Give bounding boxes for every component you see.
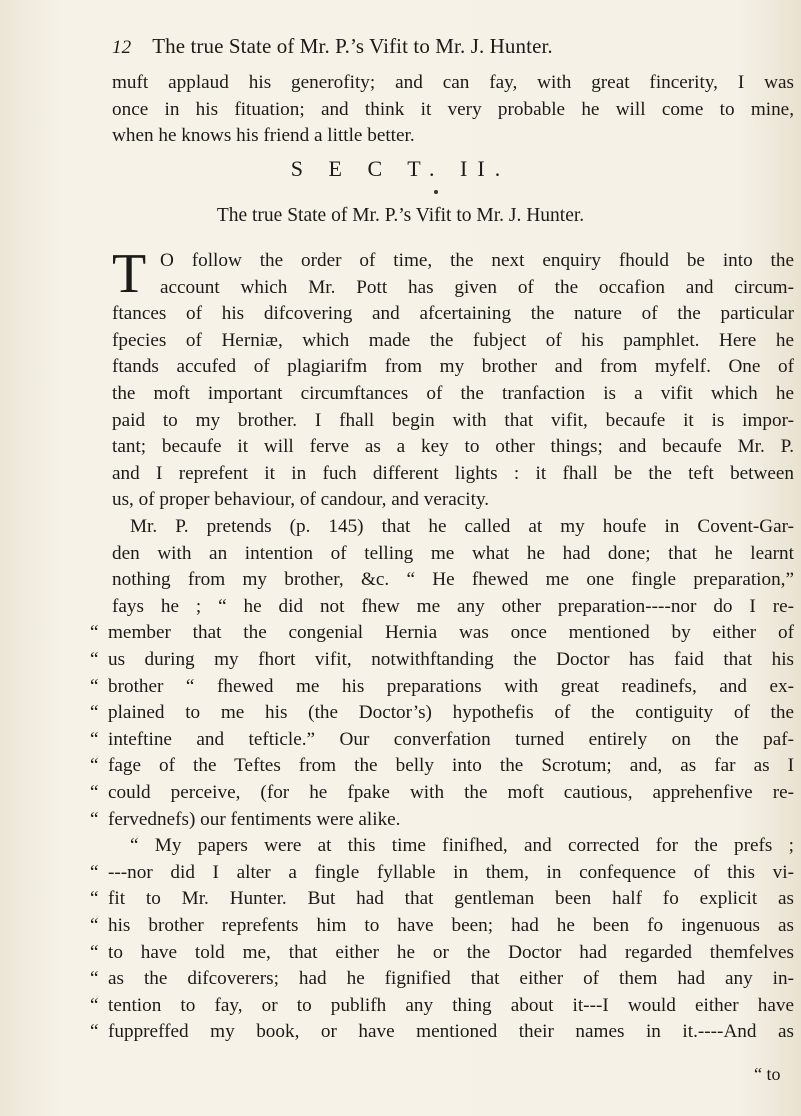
- text-line: ftances of his difcovering and afcertaining the nature of the particular: [112, 303, 794, 325]
- text-line: [112, 541, 794, 568]
- text-line: once in his fituation; and think it very probable he will come to mine,: [112, 98, 794, 120]
- line-text: fit to Mr. Hunter. But had that gentleman been half fo explicit as: [108, 888, 794, 910]
- text-line: muft applaud his generofity; and can fay, with great fincerity, I was: [112, 72, 794, 93]
- line-text: Mr. P. pretends (p. 145) that he called at my houfe in Covent-Gar-: [130, 516, 794, 537]
- line-text: to have told me, that either he or the Doctor had regarded themfelves: [108, 941, 794, 963]
- text-line: paid to my brother. I fhall begin with that vifit, becaufe it is impor-: [112, 409, 794, 431]
- text-line: [90, 620, 794, 647]
- text-line: [112, 594, 794, 621]
- line-text: plained to me his (the Doctor’s) hypothefis of the contiguity of the: [108, 702, 794, 724]
- line-text: tention to fay, or to publifh any thing about it---I would either have: [108, 994, 794, 1016]
- line-text: us during my fhort vifit, notwithftanding the Doctor has faid that his: [108, 648, 794, 670]
- marginal-quote-mark: “: [90, 622, 99, 644]
- text-line: [90, 1019, 794, 1046]
- text-line: and I reprefent it in fuch different lights : it fhall be the teft between: [112, 462, 794, 484]
- line-text: den with an intention of telling me what he had done; that he learnt: [112, 542, 794, 564]
- running-header: [112, 34, 792, 59]
- marginal-quote-mark: “: [90, 648, 99, 670]
- section-subtitle: The true State of Mr. P.’s Vifit to Mr. J. Hunter.: [216, 205, 585, 226]
- line-text: as the difcoverers; had he fignified that either of them had any in-: [108, 968, 794, 990]
- line-text: his brother reprefents him to have been; had he been fo ingenuous as: [108, 914, 794, 936]
- marginal-quote-mark: “: [90, 728, 99, 750]
- text-line: [90, 886, 794, 913]
- marginal-quote-mark: “: [90, 702, 99, 724]
- paragraph-quotation: [90, 514, 794, 1046]
- text-line: when he knows his friend a little better.: [112, 125, 415, 147]
- text-line: ftands accufed of plagiarifm from my brother and from myfelf. One of: [112, 356, 794, 378]
- ornament-dot: [434, 190, 438, 194]
- text-line: [90, 674, 794, 701]
- line-text: brother “ fhewed me his preparations with great readinefs, and ex-: [108, 675, 794, 697]
- text-line: [90, 700, 794, 727]
- text-line: fpecies of Herniæ, which made the fubject of his pamphlet. Here he: [112, 329, 794, 351]
- running-title: The true State of Mr. P.’s Vifit to Mr. J. Hunter.: [152, 34, 553, 58]
- line-text: fuppreffed my book, or have mentioned their names in it.----And as: [108, 1021, 794, 1043]
- marginal-quote-mark: “: [90, 914, 99, 936]
- text-line: [112, 514, 794, 541]
- marginal-quote-mark: “: [90, 675, 99, 697]
- line-text: could perceive, (for he fpake with the moft cautious, apprehenfive re-: [108, 781, 794, 803]
- drop-capital: T: [112, 243, 147, 305]
- marginal-quote-mark: “: [90, 781, 99, 803]
- line-text: fervednefs) our fentiments were alike.: [108, 808, 401, 830]
- marginal-quote-mark: “: [90, 968, 99, 990]
- text-line: [90, 940, 794, 967]
- text-line: tant; becaufe it will ferve as a key to other things; and becaufe Mr. P.: [112, 436, 794, 458]
- marginal-quote-mark: “: [90, 808, 99, 830]
- text-line: [112, 833, 794, 860]
- text-line: [90, 647, 794, 674]
- text-line: account which Mr. Pott has given of the occafion and circum-: [160, 276, 794, 298]
- text-line: [112, 567, 794, 594]
- line-text: fays he ; “ he did not fhew me any other preparation----nor do I re-: [112, 595, 794, 617]
- marginal-quote-mark: “: [90, 1021, 99, 1043]
- line-text: nothing from my brother, &c. “ He fhewed me one fingle preparation,”: [112, 569, 794, 591]
- text-line: [90, 860, 794, 887]
- section-heading: S E C T. II.: [290, 156, 511, 181]
- line-text: member that the congenial Hernia was once mentioned by either of: [108, 622, 794, 644]
- text-line: us, of proper behaviour, of candour, and veracity.: [112, 489, 490, 511]
- text-line: [90, 727, 794, 754]
- catchword: “ to: [754, 1064, 781, 1084]
- marginal-quote-mark: “: [90, 941, 99, 963]
- text-line: [90, 913, 794, 940]
- text-line: [90, 993, 794, 1020]
- paragraph-section-opening: [112, 243, 794, 514]
- text-line: O follow the order of time, the next enquiry fhould be into the: [160, 250, 794, 271]
- text-line: [90, 807, 794, 834]
- line-text: “ My papers were at this time finifhed, and corrected for the prefs ;: [130, 835, 794, 857]
- text-line: [90, 753, 794, 780]
- marginal-quote-mark: “: [90, 994, 99, 1016]
- marginal-quote-mark: “: [90, 861, 99, 883]
- text-line: the moft important circumftances of the tranfaction is a vifit which he: [112, 382, 794, 404]
- marginal-quote-mark: “: [90, 888, 99, 910]
- text-line: [90, 966, 794, 993]
- page-number: 12: [112, 37, 132, 58]
- paragraph-continuation: [112, 70, 794, 150]
- line-text: fage of the Teftes from the belly into the Scrotum; and, as far as I: [108, 755, 794, 777]
- text-line: [90, 780, 794, 807]
- line-text: ---nor did I alter a fingle fyllable in them, in confequence of this vi-: [108, 861, 794, 883]
- line-text: inteftine and tefticle.” Our converfation turned entirely on the paf-: [108, 728, 794, 750]
- marginal-quote-mark: “: [90, 755, 99, 777]
